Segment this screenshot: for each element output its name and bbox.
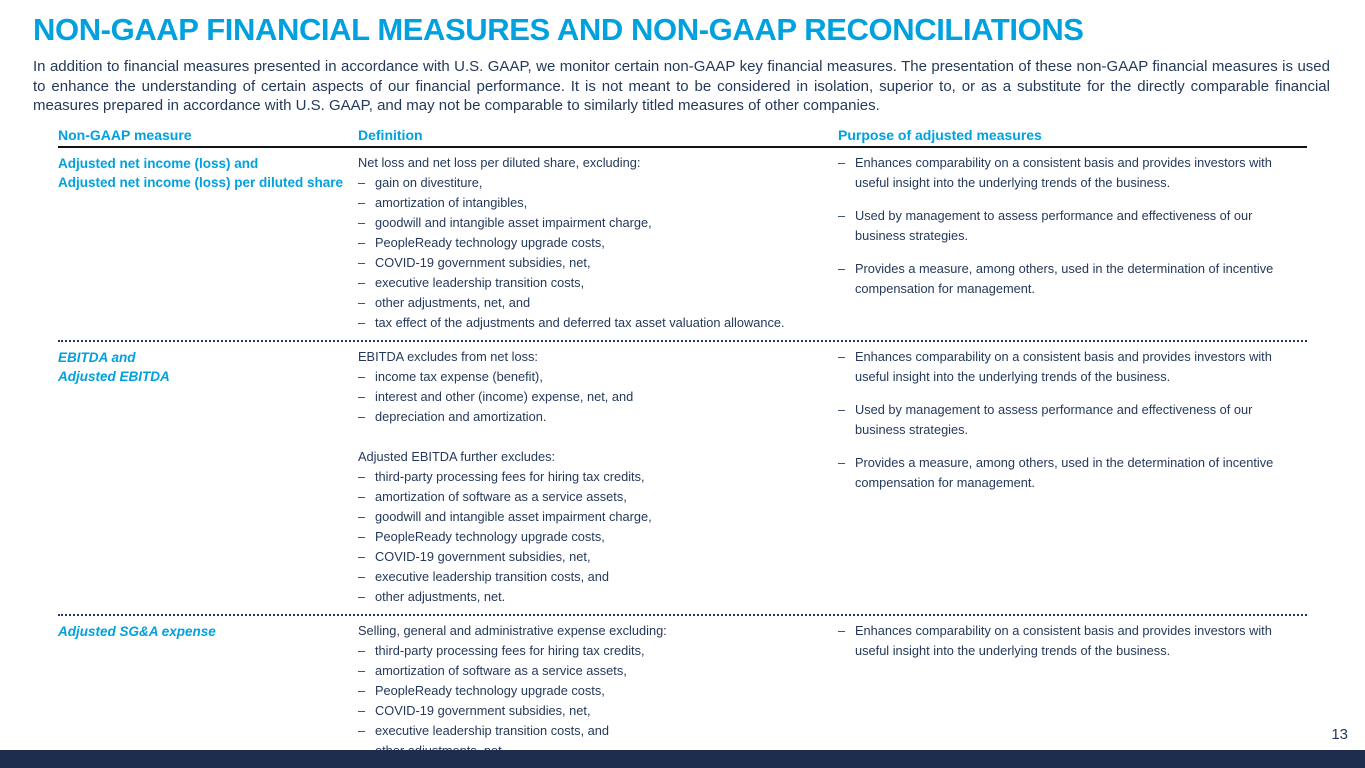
- dash-bullet: –: [358, 548, 366, 564]
- definition-item: [358, 507, 838, 527]
- definition-intro: Adjusted EBITDA further excludes:: [358, 448, 556, 464]
- definition-item-text: COVID-19 government subsidies, net,: [375, 548, 591, 564]
- measure-name-line: Adjusted net income (loss) and: [58, 155, 259, 171]
- definition-item: [358, 293, 838, 313]
- definition-item-text: executive leadership transition costs, and: [375, 568, 610, 584]
- definition-item: [358, 367, 838, 387]
- definition-item: [358, 387, 838, 407]
- definition-item-text: amortization of software as a service assets,: [375, 488, 627, 504]
- footer-bar: [0, 750, 1365, 768]
- dash-bullet: –: [838, 348, 846, 364]
- definition-item: [358, 313, 838, 333]
- dash-bullet: –: [838, 454, 846, 470]
- definition-item-text: amortization of software as a service assets,: [375, 662, 627, 678]
- definition-item: [358, 567, 838, 587]
- dash-bullet: –: [838, 401, 846, 417]
- purpose-item-text: Used by management to assess performance and effectiveness of our business strategies.: [855, 401, 1253, 437]
- dash-bullet: –: [838, 154, 846, 170]
- dash-bullet: –: [358, 488, 366, 504]
- definition-item-text: goodwill and intangible asset impairment charge,: [375, 508, 652, 524]
- definition-cell: [358, 347, 838, 607]
- purpose-item-text: Provides a measure, among others, used in the determination of incentive compensation for management.: [855, 260, 1274, 296]
- definition-item-text: third-party processing fees for hiring tax credits,: [375, 642, 645, 658]
- dash-bullet: –: [358, 274, 366, 290]
- table-header-row: [58, 127, 1307, 148]
- dash-bullet: –: [838, 207, 846, 223]
- definition-item: [358, 641, 838, 661]
- dash-bullet: –: [358, 388, 366, 404]
- measure-cell: [58, 347, 358, 607]
- dash-bullet: –: [358, 702, 366, 718]
- column-header-measure: Non-GAAP measure: [58, 126, 192, 143]
- dash-bullet: –: [358, 408, 366, 424]
- definition-item-text: COVID-19 government subsidies, net,: [375, 702, 591, 718]
- table-body: [58, 148, 1307, 768]
- non-gaap-table: [58, 127, 1307, 768]
- dash-bullet: –: [358, 682, 366, 698]
- column-header-purpose: Purpose of adjusted measures: [838, 126, 1042, 143]
- definition-item: [358, 527, 838, 547]
- purpose-cell: [838, 621, 1307, 761]
- purpose-item: [838, 453, 1305, 493]
- definition-block: [358, 347, 838, 427]
- dash-bullet: –: [358, 254, 366, 270]
- definition-item-text: other adjustments, net, and: [375, 294, 531, 310]
- dash-bullet: –: [358, 214, 366, 230]
- definition-item: [358, 253, 838, 273]
- definition-intro: Net loss and net loss per diluted share, excluding:: [358, 154, 641, 170]
- definition-item: [358, 661, 838, 681]
- definition-item: [358, 213, 838, 233]
- definition-cell: [358, 621, 838, 761]
- definition-item-text: COVID-19 government subsidies, net,: [375, 254, 591, 270]
- dash-bullet: –: [358, 314, 366, 330]
- definition-item-text: other adjustments, net.: [375, 588, 506, 604]
- dash-bullet: –: [358, 174, 366, 190]
- definition-intro: Selling, general and administrative expense excluding:: [358, 622, 667, 638]
- definition-item-text: interest and other (income) expense, net, and: [375, 388, 634, 404]
- dash-bullet: –: [358, 662, 366, 678]
- definition-item: [358, 407, 838, 427]
- dash-bullet: –: [358, 468, 366, 484]
- definition-item-text: goodwill and intangible asset impairment charge,: [375, 214, 652, 230]
- column-header-definition: Definition: [358, 126, 423, 143]
- measure-name-line: EBITDA and: [58, 349, 136, 365]
- definition-block: [358, 621, 838, 761]
- dash-bullet: –: [358, 294, 366, 310]
- definition-item-text: executive leadership transition costs, and: [375, 722, 610, 738]
- page-title: NON-GAAP FINANCIAL MEASURES AND NON-GAAP RECONCILIATIONS: [33, 12, 1084, 47]
- table-row: [58, 342, 1307, 616]
- definition-item-text: gain on divestiture,: [375, 174, 483, 190]
- dash-bullet: –: [838, 260, 846, 276]
- purpose-item: [838, 400, 1305, 440]
- measure-cell: [58, 621, 358, 761]
- dash-bullet: –: [358, 194, 366, 210]
- definition-item: [358, 173, 838, 193]
- purpose-item: [838, 347, 1305, 387]
- definition-intro: EBITDA excludes from net loss:: [358, 348, 538, 364]
- dash-bullet: –: [358, 528, 366, 544]
- dash-bullet: –: [838, 622, 846, 638]
- dash-bullet: –: [358, 234, 366, 250]
- definition-item: [358, 701, 838, 721]
- measure-name-line: Adjusted EBITDA: [58, 368, 170, 384]
- intro-paragraph: In addition to financial measures presented in accordance with U.S. GAAP, we monitor certain non-GAAP key financial measures. The presentation of these non-GAAP financial measures is used to enhance the understanding of certain aspects of our financial performance. It is not meant to be considered in isolation, superior to, or as a substitute for the directly comparable financial measures prepared in accordance with U.S. GAAP, and may not be comparable to similarly titled measures of other companies.: [33, 58, 1330, 114]
- purpose-item-text: Enhances comparability on a consistent basis and provides investors with useful insight into the underlying trends of the business.: [855, 348, 1272, 384]
- definition-item-text: amortization of intangibles,: [375, 194, 528, 210]
- purpose-item: [838, 153, 1305, 193]
- definition-item: [358, 233, 838, 253]
- definition-item-text: third-party processing fees for hiring tax credits,: [375, 468, 645, 484]
- definition-item-text: PeopleReady technology upgrade costs,: [375, 528, 605, 544]
- definition-item: [358, 193, 838, 213]
- purpose-item: [838, 206, 1305, 246]
- dash-bullet: –: [358, 722, 366, 738]
- dash-bullet: –: [358, 368, 366, 384]
- definition-block: [358, 447, 838, 607]
- definition-item: [358, 681, 838, 701]
- definition-item: [358, 273, 838, 293]
- dash-bullet: –: [358, 588, 366, 604]
- purpose-item-text: Used by management to assess performance and effectiveness of our business strategies.: [855, 207, 1253, 243]
- definition-item-text: depreciation and amortization.: [375, 408, 547, 424]
- measure-name-line: Adjusted net income (loss) per diluted share: [58, 174, 344, 190]
- definition-item-text: executive leadership transition costs,: [375, 274, 585, 290]
- definition-cell: [358, 153, 838, 333]
- definition-item: [358, 587, 838, 607]
- definition-item: [358, 487, 838, 507]
- definition-item-text: PeopleReady technology upgrade costs,: [375, 234, 605, 250]
- dash-bullet: –: [358, 508, 366, 524]
- purpose-item-text: Provides a measure, among others, used in the determination of incentive compensation for management.: [855, 454, 1274, 490]
- page-number: 13: [1331, 726, 1348, 743]
- dash-bullet: –: [358, 568, 366, 584]
- definition-item: [358, 547, 838, 567]
- dash-bullet: –: [358, 642, 366, 658]
- purpose-item-text: Enhances comparability on a consistent basis and provides investors with useful insight into the underlying trends of the business.: [855, 154, 1272, 190]
- definition-item-text: income tax expense (benefit),: [375, 368, 543, 384]
- measure-cell: [58, 153, 358, 333]
- purpose-item: [838, 259, 1305, 299]
- measure-name-line: Adjusted SG&A expense: [58, 623, 216, 639]
- definition-item-text: PeopleReady technology upgrade costs,: [375, 682, 605, 698]
- purpose-item-text: Enhances comparability on a consistent basis and provides investors with useful insight into the underlying trends of the business.: [855, 622, 1272, 658]
- definition-item: [358, 721, 838, 741]
- table-row: [58, 148, 1307, 342]
- purpose-cell: [838, 153, 1307, 333]
- definition-item: [358, 467, 838, 487]
- definition-item-text: tax effect of the adjustments and deferred tax asset valuation allowance.: [375, 314, 785, 330]
- definition-block: [358, 153, 838, 333]
- purpose-cell: [838, 347, 1307, 607]
- purpose-item: [838, 621, 1305, 661]
- table-row: [58, 616, 1307, 768]
